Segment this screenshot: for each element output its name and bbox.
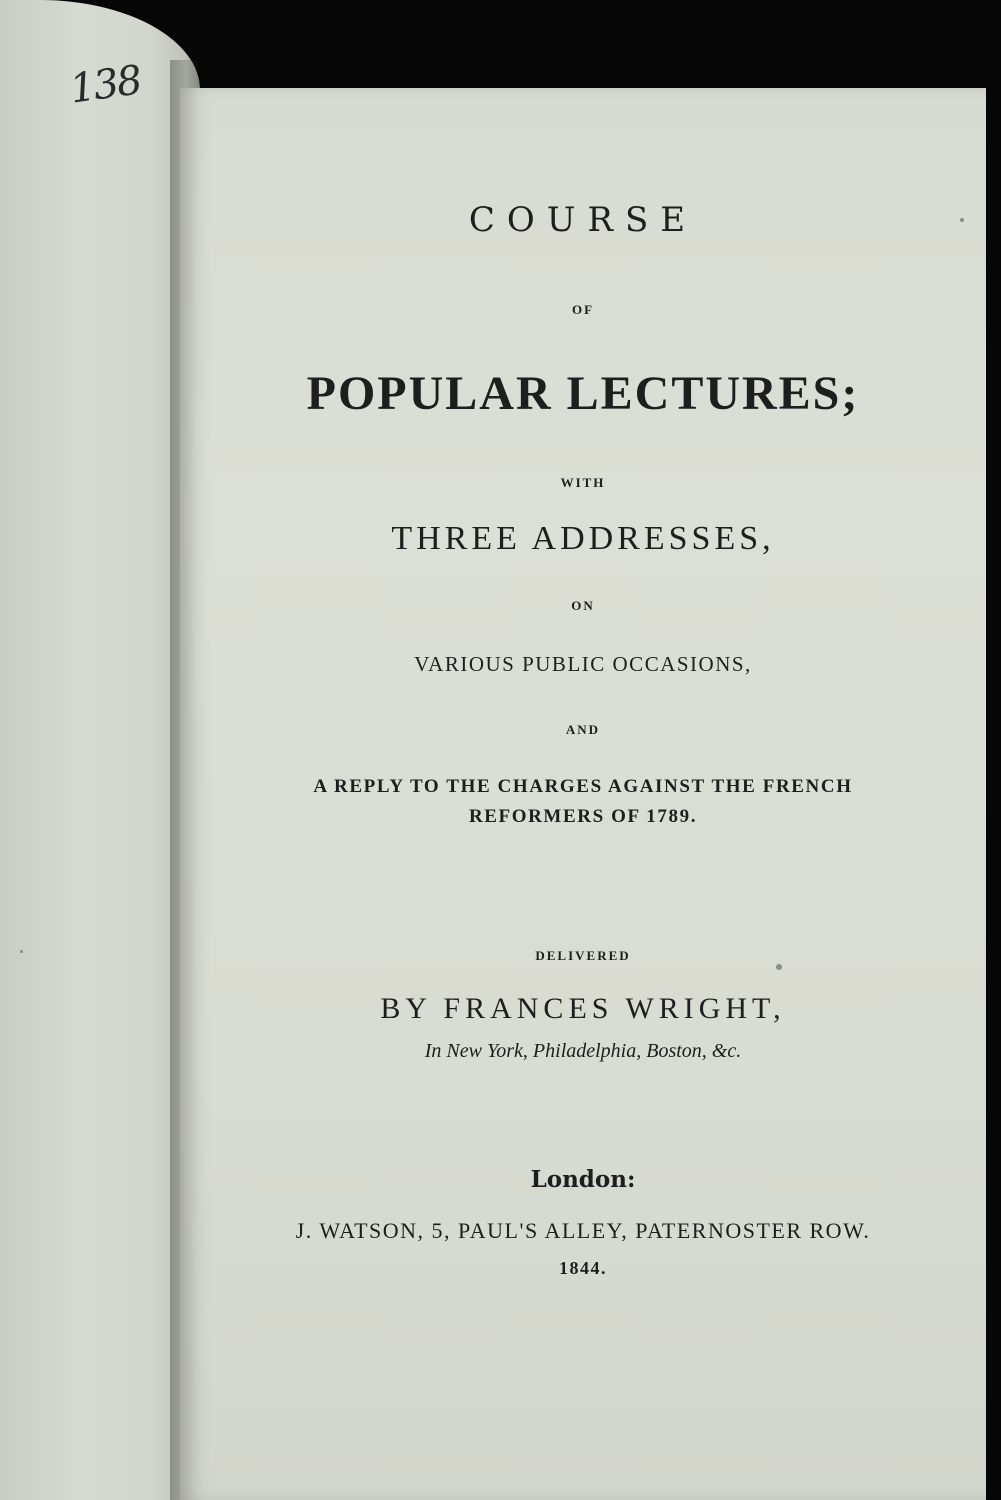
paper-speck <box>20 950 23 953</box>
imprint-city: London: <box>530 1166 636 1193</box>
word-of: OF <box>571 302 595 317</box>
publication-year: 1844. <box>559 1258 607 1278</box>
paper-speck <box>960 218 964 222</box>
word-with: WITH <box>560 475 606 490</box>
title-course: COURSE <box>468 200 698 240</box>
paper-speck <box>776 964 782 970</box>
title-popular-lectures: POPULAR LECTURES; <box>306 367 860 420</box>
reply-line-2: REFORMERS OF 1789. <box>468 806 698 827</box>
publisher-imprint: J. WATSON, 5, PAUL'S ALLEY, PATERNOSTER ROW. <box>295 1218 871 1243</box>
title-three-addresses: THREE ADDRESSES, <box>391 520 775 557</box>
word-and: AND <box>565 722 601 737</box>
word-on: ON <box>571 598 595 613</box>
reply-line-1: A REPLY TO THE CHARGES AGAINST THE FRENCH <box>313 776 853 797</box>
handwritten-page-number: 138 <box>67 57 144 113</box>
author-name: BY FRANCES WRIGHT, <box>380 992 786 1025</box>
delivery-places: In New York, Philadelphia, Boston, &c. <box>424 1040 742 1062</box>
word-delivered: DELIVERED <box>535 948 631 963</box>
title-various-occasions: VARIOUS PUBLIC OCCASIONS, <box>414 652 752 676</box>
